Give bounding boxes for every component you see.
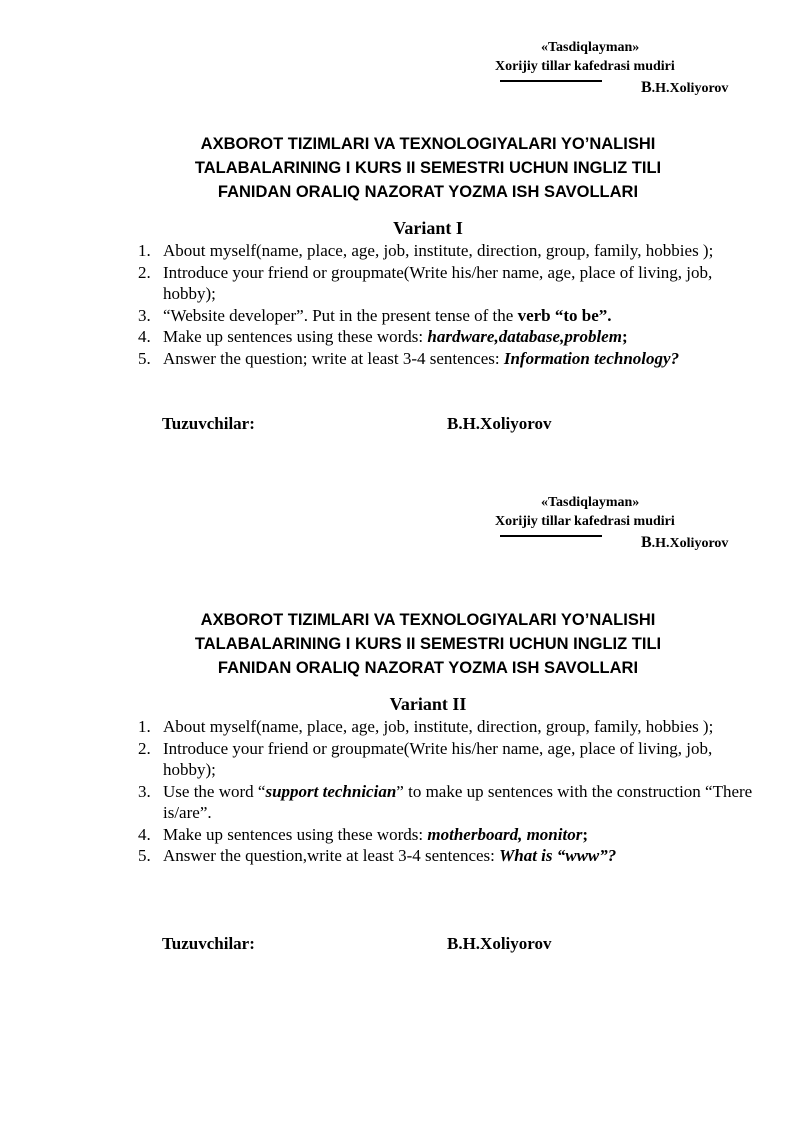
question-tail: ;	[621, 327, 628, 346]
question-emphasis: What is “www”?	[499, 846, 617, 865]
title-line-1: AXBOROT TIZIMLARI VA TEXNOLOGIYALARI YO’NALISHI	[200, 135, 656, 153]
question-text: Make up sentences using these words:	[163, 327, 428, 346]
question-emphasis: hardware,database,problem	[427, 327, 622, 346]
compilers-label: Tuzuvchilar:	[162, 934, 255, 953]
exam-section-variant-1	[0, 0, 800, 480]
question-text: “Website developer”. Put in the present tense of the	[163, 305, 518, 325]
compilers-label: Tuzuvchilar:	[162, 414, 255, 433]
question-number: 5.	[138, 348, 151, 368]
approval-department: Xorijiy tillar kafedrasi mudiri	[495, 59, 675, 74]
variant-heading: Variant I	[393, 218, 463, 238]
question-number: 2.	[138, 262, 151, 282]
approval-heading: «Tasdiqlayman»	[541, 40, 640, 55]
signature-line	[500, 80, 602, 82]
variant-heading: Variant II	[389, 694, 467, 714]
question-item	[138, 738, 758, 781]
question-number: 5.	[138, 846, 151, 865]
question-item	[138, 326, 758, 348]
question-list	[138, 240, 758, 369]
question-text: Introduce your friend or groupmate(Write his/her name, age, place of living, job, hobby);	[163, 738, 713, 779]
document-title	[0, 132, 800, 204]
title-line-3: FANIDAN ORALIQ NAZORAT YOZMA ISH SAVOLLARI	[217, 183, 639, 201]
signature-line	[500, 535, 602, 537]
question-item	[138, 716, 758, 738]
question-number: 1.	[138, 717, 151, 736]
question-list	[138, 716, 758, 867]
compiler-name: B.H.Xoliyorov	[447, 414, 552, 433]
document-title	[0, 608, 800, 680]
question-text: About myself(name, place, age, job, institute, direction, group, family, hobbies );	[163, 241, 714, 260]
title-line-2: TALABALARINING I KURS II SEMESTRI UCHUN INGLIZ TILI	[194, 159, 662, 177]
approver-name: B.H.Xoliyorov	[641, 534, 729, 551]
question-number: 3.	[138, 305, 151, 325]
approver-name: B.H.Xoliyorov	[641, 79, 729, 96]
question-text: Introduce your friend or groupmate(Write his/her name, age, place of living, job, hobby);	[163, 262, 713, 303]
question-number: 3.	[138, 781, 151, 801]
question-item	[138, 262, 758, 305]
question-item	[138, 240, 758, 262]
question-emphasis: motherboard, monitor	[427, 824, 583, 844]
approval-heading: «Tasdiqlayman»	[541, 495, 640, 510]
question-tail: ;	[582, 824, 588, 844]
question-number: 1.	[138, 241, 151, 260]
question-tail: ” to make up sentences with the construction “There is/are”.	[163, 781, 753, 822]
question-emphasis: support technician	[265, 781, 397, 801]
question-number: 2.	[138, 738, 151, 758]
question-number: 4.	[138, 824, 151, 844]
question-text: About myself(name, place, age, job, institute, direction, group, family, hobbies );	[163, 717, 714, 736]
title-line-1: AXBOROT TIZIMLARI VA TEXNOLOGIYALARI YO’NALISHI	[200, 611, 656, 629]
approval-department: Xorijiy tillar kafedrasi mudiri	[495, 514, 675, 529]
question-item	[138, 845, 758, 867]
question-bold-text: verb “to be”.	[517, 305, 612, 325]
exam-section-variant-2	[0, 476, 800, 976]
question-item	[138, 348, 758, 370]
question-emphasis: Information technology?	[503, 348, 680, 368]
question-text: Use the word “	[163, 781, 266, 801]
question-number: 4.	[138, 327, 151, 346]
title-line-3: FANIDAN ORALIQ NAZORAT YOZMA ISH SAVOLLARI	[217, 659, 639, 677]
title-line-2: TALABALARINING I KURS II SEMESTRI UCHUN INGLIZ TILI	[194, 635, 662, 653]
compiler-name: B.H.Xoliyorov	[447, 934, 552, 953]
question-item	[138, 824, 758, 846]
question-item	[138, 781, 758, 824]
question-text: Answer the question; write at least 3-4 sentences:	[163, 348, 504, 368]
question-text: Answer the question,write at least 3-4 sentences:	[163, 846, 500, 865]
question-text: Make up sentences using these words:	[163, 824, 428, 844]
question-item	[138, 305, 758, 327]
